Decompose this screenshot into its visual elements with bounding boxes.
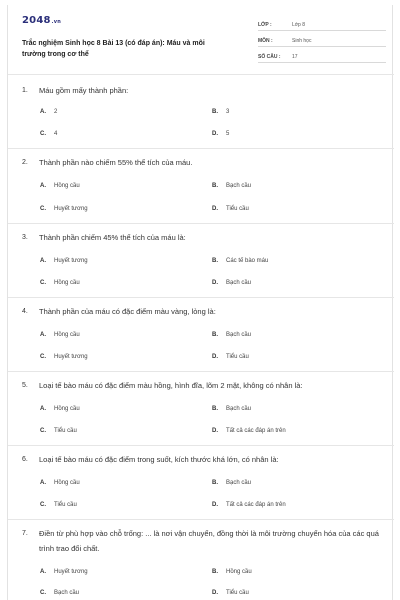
option-letter: C. bbox=[40, 131, 46, 137]
option-text: Huyết tương bbox=[54, 354, 88, 360]
option-letter: C. bbox=[40, 502, 46, 508]
option-text: Hồng cầu bbox=[54, 406, 80, 412]
option-a[interactable] bbox=[40, 332, 80, 338]
option-letter: C. bbox=[40, 280, 46, 286]
option-text: Tất cả các đáp án trên bbox=[226, 428, 286, 434]
option-letter: B. bbox=[212, 406, 218, 412]
divider bbox=[8, 297, 394, 298]
divider bbox=[8, 223, 394, 224]
option-letter: C. bbox=[40, 206, 46, 212]
question-text: Điền từ phù hợp vào chỗ trống: ... là nơi vận chuyển, đồng thời là môi trường chuyển hóa của các quá trình trao đổi chất. bbox=[39, 529, 379, 553]
divider bbox=[8, 74, 394, 75]
divider bbox=[8, 371, 394, 372]
option-text: Huyết tương bbox=[54, 569, 88, 575]
option-c[interactable] bbox=[40, 428, 77, 434]
option-text: Tiểu cầu bbox=[54, 428, 77, 434]
option-b[interactable] bbox=[212, 569, 252, 575]
option-d[interactable] bbox=[212, 131, 229, 137]
option-text: Bạch cầu bbox=[54, 590, 80, 596]
meta-value: Lớp 8 bbox=[292, 22, 306, 28]
page-title: Trắc nghiệm Sinh học 8 Bài 13 (có đáp án): Máu và môi trường trong cơ thể bbox=[22, 40, 205, 58]
option-b[interactable] bbox=[212, 183, 251, 189]
option-text: Hồng cầu bbox=[226, 569, 252, 575]
option-letter: A. bbox=[40, 406, 46, 412]
option-c[interactable] bbox=[40, 131, 57, 137]
option-text: Huyết tương bbox=[54, 258, 88, 264]
meta-key: SỐ CÂU : bbox=[258, 54, 281, 60]
option-a[interactable] bbox=[40, 406, 80, 412]
option-c[interactable] bbox=[40, 354, 88, 360]
question-text: Loại tế bào máu có đặc điểm màu hồng, hình đĩa, lõm 2 mặt, không có nhân là: bbox=[39, 381, 303, 390]
option-b[interactable] bbox=[212, 480, 251, 486]
meta-value: Sinh học bbox=[292, 38, 312, 44]
question-text: Thành phần chiếm 45% thể tích của máu là: bbox=[39, 233, 186, 242]
option-b[interactable] bbox=[212, 406, 251, 412]
option-text: Tiểu cầu bbox=[226, 354, 249, 360]
option-d[interactable] bbox=[212, 502, 286, 508]
option-letter: A. bbox=[40, 332, 46, 338]
option-a[interactable] bbox=[40, 480, 80, 486]
option-d[interactable] bbox=[212, 206, 249, 212]
option-text: Hồng cầu bbox=[54, 332, 80, 338]
option-text: Tiểu cầu bbox=[226, 590, 249, 596]
meta-key: LỚP : bbox=[258, 22, 272, 28]
meta-key: MÔN : bbox=[258, 38, 273, 44]
option-letter: B. bbox=[212, 109, 218, 115]
option-c[interactable] bbox=[40, 502, 77, 508]
option-letter: D. bbox=[212, 590, 218, 596]
meta-value: 17 bbox=[292, 54, 298, 60]
option-letter: A. bbox=[40, 480, 46, 486]
option-a[interactable] bbox=[40, 183, 80, 189]
option-text: Huyết tương bbox=[54, 206, 88, 212]
logo-text: 2048 bbox=[22, 15, 51, 26]
question-number: 5. bbox=[22, 382, 28, 389]
option-text: Bạch cầu bbox=[226, 406, 252, 412]
divider bbox=[8, 519, 394, 520]
option-b[interactable] bbox=[212, 109, 229, 115]
worksheet-header bbox=[8, 5, 394, 67]
option-letter: C. bbox=[40, 354, 46, 360]
question-text: Loại tế bào máu có đặc điểm trong suốt, kích thước khá lớn, có nhân là: bbox=[39, 455, 279, 464]
option-text: 3 bbox=[226, 109, 230, 115]
option-letter: D. bbox=[212, 131, 218, 137]
option-letter: B. bbox=[212, 258, 218, 264]
option-letter: D. bbox=[212, 206, 218, 212]
option-letter: C. bbox=[40, 428, 46, 434]
option-text: Các tế bào máu bbox=[226, 258, 269, 264]
option-a[interactable] bbox=[40, 569, 88, 575]
option-text: Tất cả các đáp án trên bbox=[226, 502, 286, 508]
option-letter: A. bbox=[40, 109, 46, 115]
question-number: 4. bbox=[22, 308, 28, 315]
option-text: 5 bbox=[226, 131, 230, 137]
question-number: 3. bbox=[22, 234, 28, 241]
option-text: Bạch cầu bbox=[226, 280, 252, 286]
option-letter: D. bbox=[212, 280, 218, 286]
option-letter: A. bbox=[40, 183, 46, 189]
option-text: Tiểu cầu bbox=[54, 502, 77, 508]
option-d[interactable] bbox=[212, 354, 249, 360]
meta-class bbox=[258, 19, 386, 31]
option-c[interactable] bbox=[40, 280, 80, 286]
option-text: Bạch cầu bbox=[226, 183, 252, 189]
option-d[interactable] bbox=[212, 428, 286, 434]
option-letter: D. bbox=[212, 354, 218, 360]
option-b[interactable] bbox=[212, 258, 268, 264]
logo-suffix: .vn bbox=[51, 19, 61, 25]
option-text: 2 bbox=[54, 109, 58, 115]
option-b[interactable] bbox=[212, 332, 251, 338]
option-letter: A. bbox=[40, 258, 46, 264]
option-letter: B. bbox=[212, 183, 218, 189]
divider bbox=[8, 445, 394, 446]
site-logo[interactable] bbox=[22, 15, 61, 26]
question-number: 2. bbox=[22, 159, 28, 166]
option-letter: D. bbox=[212, 502, 218, 508]
option-text: Bạch cầu bbox=[226, 332, 252, 338]
option-letter: B. bbox=[212, 480, 218, 486]
option-a[interactable] bbox=[40, 258, 88, 264]
option-letter: A. bbox=[40, 569, 46, 575]
question-number: 7. bbox=[22, 530, 28, 537]
divider bbox=[8, 148, 394, 149]
question-number: 1. bbox=[22, 87, 28, 94]
option-a[interactable] bbox=[40, 109, 57, 115]
option-letter: B. bbox=[212, 332, 218, 338]
question-number: 6. bbox=[22, 456, 28, 463]
option-text: Hồng cầu bbox=[54, 480, 80, 486]
option-c[interactable] bbox=[40, 206, 88, 212]
question-text: Thành phần của máu có đặc điểm màu vàng, lỏng là: bbox=[39, 307, 216, 316]
option-text: Hồng cầu bbox=[54, 183, 80, 189]
option-d[interactable] bbox=[212, 590, 249, 596]
worksheet-page bbox=[7, 5, 393, 600]
option-letter: C. bbox=[40, 590, 46, 596]
option-text: Bạch cầu bbox=[226, 480, 252, 486]
option-text: Hồng cầu bbox=[54, 280, 80, 286]
meta-question-count bbox=[258, 51, 386, 63]
option-c[interactable] bbox=[40, 590, 79, 596]
option-text: 4 bbox=[54, 131, 58, 137]
meta-subject bbox=[258, 35, 386, 47]
option-d[interactable] bbox=[212, 280, 251, 286]
question-text: Máu gồm mấy thành phần: bbox=[39, 86, 129, 95]
question-text: Thành phần nào chiếm 55% thể tích của máu. bbox=[39, 158, 193, 167]
option-letter: B. bbox=[212, 569, 218, 575]
option-letter: D. bbox=[212, 428, 218, 434]
option-text: Tiểu cầu bbox=[226, 206, 249, 212]
